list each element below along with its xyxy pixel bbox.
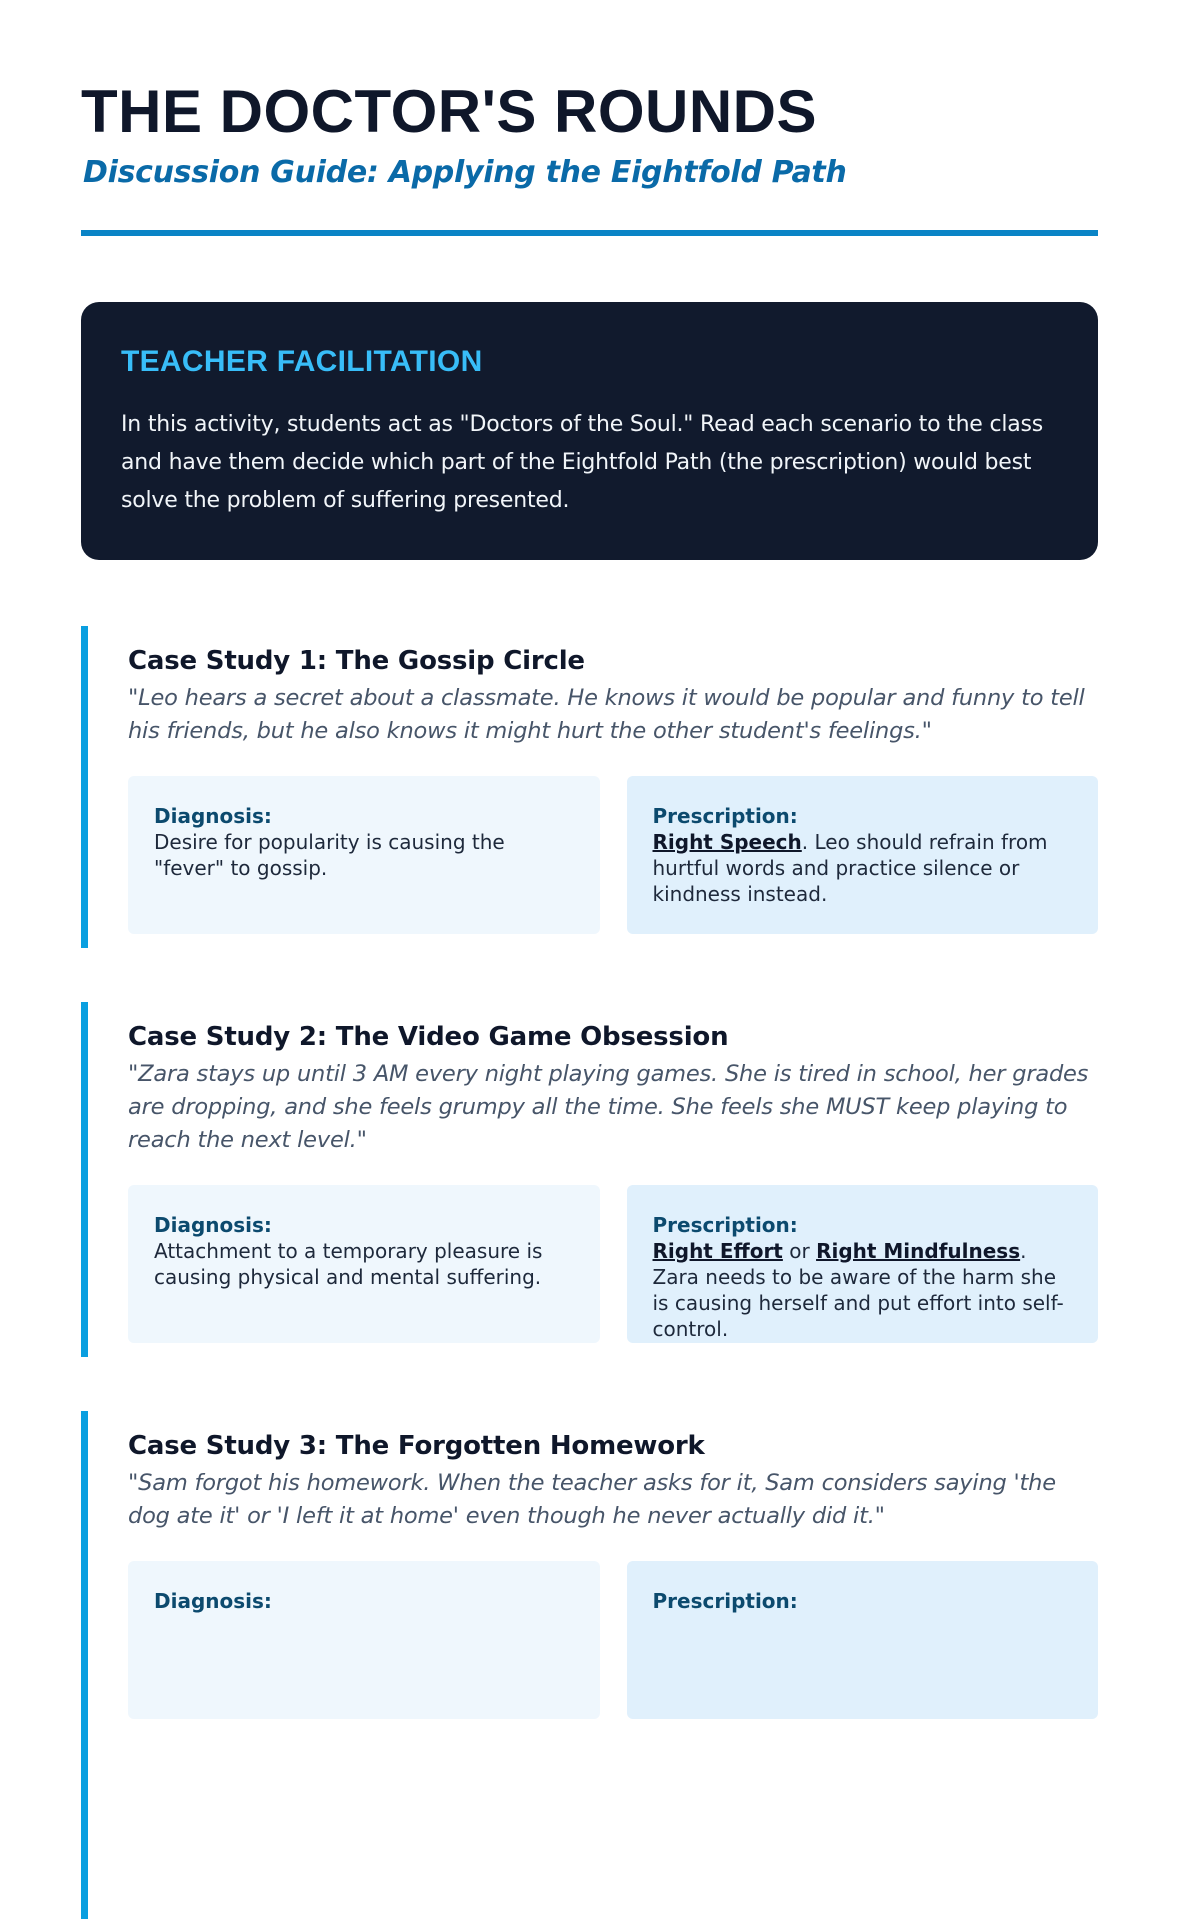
case-study-1 <box>81 626 1098 948</box>
prescription-text: . Zara needs to be aware of the harm she is causing herself and put effort into self-control. <box>652 1239 1064 1341</box>
diagnosis-label: Diagnosis: <box>154 1213 272 1237</box>
prescription-label: Prescription: <box>652 804 798 828</box>
diagnosis-card <box>128 1185 600 1343</box>
case-cards <box>128 1561 1098 1719</box>
page-title: THE DOCTOR'S ROUNDS <box>81 78 818 145</box>
diagnosis-label: Diagnosis: <box>154 1589 272 1613</box>
prescription-term: Right Speech <box>652 830 802 854</box>
prescription-card <box>627 1561 1099 1719</box>
case-study-3 <box>81 1411 1098 1919</box>
prescription-term: Right Effort <box>652 1239 783 1263</box>
case-title: Case Study 1: The Gossip Circle <box>128 646 585 676</box>
diagnosis-card <box>128 776 600 934</box>
header-divider <box>81 230 1098 236</box>
prescription-card <box>627 776 1099 934</box>
prescription-text: . Leo should refrain from hurtful words and practice silence or kindness instead. <box>652 830 1048 906</box>
case-study-2 <box>81 1002 1098 1357</box>
prescription-label: Prescription: <box>652 1213 798 1237</box>
diagnosis-label: Diagnosis: <box>154 804 272 828</box>
case-scenario-quote: "Leo hears a secret about a classmate. He knows it would be popular and funny to tell his friends, but he also knows it might hurt the other student's feelings." <box>128 685 1085 744</box>
teacher-facilitation-box <box>81 302 1098 560</box>
diagnosis-text: Desire for popularity is causing the "fever" to gossip. <box>154 830 505 880</box>
case-scenario-quote: "Sam forgot his homework. When the teacher asks for it, Sam considers saying 'the dog ate it' or 'I left it at home' even though he never actually did it." <box>128 1470 1056 1529</box>
diagnosis-text: Attachment to a temporary pleasure is causing physical and mental suffering. <box>154 1239 543 1289</box>
facilitation-heading: TEACHER FACILITATION <box>121 345 483 378</box>
page-subtitle: Discussion Guide: Applying the Eightfold Path <box>83 155 847 190</box>
case-cards <box>128 1185 1098 1343</box>
case-title: Case Study 3: The Forgotten Homework <box>128 1431 705 1461</box>
diagnosis-card <box>128 1561 600 1719</box>
case-title: Case Study 2: The Video Game Obsession <box>128 1022 729 1052</box>
prescription-term-2: Right Mindfulness <box>816 1239 1021 1263</box>
facilitation-text: In this activity, students act as "Doctors of the Soul." Read each scenario to the class and have them decide which part of the Eightfold Path (the prescription) would best solve the problem of suffering presented. <box>121 412 1044 513</box>
prescription-label: Prescription: <box>652 1589 798 1613</box>
case-scenario-quote: "Zara stays up until 3 AM every night playing games. She is tired in school, her grades are dropping, and she feels grumpy all the time. She feels she MUST keep playing to reach the next level." <box>128 1061 1089 1153</box>
prescription-join: or <box>782 1239 817 1263</box>
case-cards <box>128 776 1098 934</box>
prescription-card <box>627 1185 1099 1343</box>
